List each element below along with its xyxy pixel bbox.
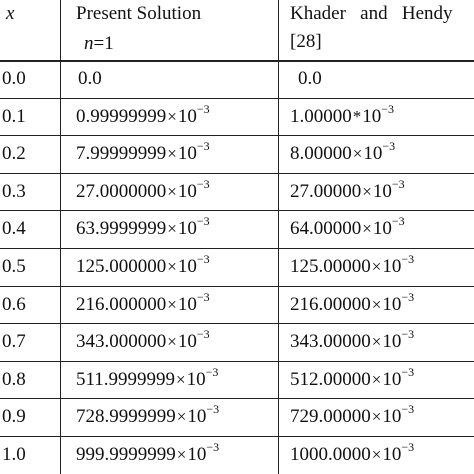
cell-khader-base: 10 [382, 293, 402, 315]
cell-khader-operator: × [371, 294, 382, 314]
cell-khader-operator: × [371, 257, 382, 276]
column-divider [60, 0, 61, 474]
cell-present [76, 101, 210, 127]
cell-khader-base: 10 [382, 406, 402, 428]
cell-khader-mantissa: 125.00000 [290, 256, 371, 277]
cell-x: 0.8 [2, 368, 26, 390]
column-divider [278, 0, 279, 474]
cell-present-base: 10 [187, 444, 207, 465]
cell-present [76, 440, 220, 465]
cell-khader [290, 402, 415, 428]
cell-khader-exponent: −3 [381, 101, 395, 116]
cell-present [76, 176, 210, 202]
cell-khader-base: 10 [372, 180, 392, 202]
cell-present-operator: × [167, 106, 177, 126]
cell-khader-mantissa: 8.00000 [290, 143, 352, 165]
cell-x: 0.0 [2, 68, 26, 89]
cell-present-base: 10 [177, 256, 197, 277]
header-x: x [6, 3, 15, 24]
cell-khader-mantissa: 1000.0000 [290, 444, 371, 465]
cell-present-operator: × [167, 144, 177, 164]
cell-present [76, 364, 219, 390]
cell-present-mantissa: 125.000000 [76, 256, 167, 277]
cell-x: 0.4 [2, 218, 26, 240]
cell-khader-mantissa: 512.00000 [290, 368, 371, 390]
cell-present-mantissa: 343.000000 [76, 331, 167, 353]
row-rule [0, 323, 474, 324]
cell-present [78, 69, 102, 88]
cell-khader [290, 139, 396, 165]
cell-khader-base: 10 [382, 368, 402, 390]
cell-x: 0.3 [2, 180, 26, 202]
header-khader-hendy: Khader and Hendy [290, 3, 453, 24]
cell-present-base: 10 [177, 293, 197, 315]
cell-present-exponent: −3 [196, 139, 210, 154]
cell-present-mantissa: 216.000000 [76, 293, 167, 315]
cell-x: 0.6 [2, 293, 26, 315]
cell-khader-operator: × [362, 181, 372, 201]
cell-khader [290, 364, 415, 390]
cell-khader-base: 10 [372, 218, 392, 240]
cell-present-exponent: −3 [205, 364, 219, 379]
cell-khader-operator: × [371, 407, 382, 427]
cell-present-exponent: −3 [206, 440, 220, 454]
cell-present-base: 10 [177, 218, 197, 240]
cell-present-exponent: −3 [196, 176, 210, 191]
cell-present-operator: × [167, 219, 177, 239]
row-rule [0, 398, 474, 399]
cell-khader-exponent: −3 [401, 440, 415, 454]
cell-present [76, 289, 210, 315]
cell-present-operator: × [167, 332, 177, 352]
cell-present-mantissa: 728.9999999 [76, 406, 176, 428]
cell-present-mantissa: 63.9999999 [76, 218, 167, 240]
header-reference: [28] [290, 31, 322, 52]
cell-present-mantissa: 0.0 [78, 68, 102, 89]
cell-khader [298, 69, 322, 88]
cell-x: 0.9 [2, 406, 26, 428]
cell-khader-exponent: −3 [382, 139, 396, 154]
cell-present-exponent: −3 [196, 101, 210, 116]
row-rule [0, 361, 474, 362]
cell-khader [290, 101, 395, 127]
cell-khader [290, 440, 415, 465]
cell-khader-operator: × [371, 445, 382, 464]
cell-present-operator: × [167, 257, 177, 276]
cell-present-base: 10 [177, 143, 197, 165]
cell-khader-base: 10 [382, 256, 402, 277]
cell-khader-operator: × [371, 369, 382, 389]
cell-khader-mantissa: 27.00000 [290, 180, 362, 202]
cell-khader-exponent: −3 [401, 402, 415, 417]
row-rule [0, 436, 474, 437]
cell-present-mantissa: 27.0000000 [76, 180, 167, 202]
cell-khader-mantissa: 64.00000 [290, 218, 362, 240]
cell-khader-exponent: −3 [401, 252, 415, 266]
header-rule [0, 60, 474, 62]
cell-present-operator: × [176, 445, 187, 464]
cell-khader-mantissa: 216.00000 [290, 293, 371, 315]
row-rule [0, 248, 474, 249]
cell-khader-exponent: −3 [401, 364, 415, 379]
cell-present-exponent: −3 [196, 327, 210, 342]
cell-present [76, 139, 210, 165]
cell-khader-mantissa: 1.00000 [290, 105, 352, 127]
cell-khader [290, 327, 415, 353]
cell-present-exponent: −3 [196, 252, 210, 266]
cell-present-operator: × [176, 407, 187, 427]
cell-khader [290, 214, 405, 240]
cell-khader-base: 10 [382, 331, 402, 353]
cell-present-base: 10 [186, 368, 206, 390]
row-rule [0, 286, 474, 287]
cell-present-operator: × [176, 369, 186, 389]
cell-present [76, 252, 210, 277]
cell-khader-base: 10 [382, 444, 402, 465]
cell-khader-base: 10 [362, 105, 382, 127]
cell-x: 1.0 [2, 444, 26, 465]
cell-present-operator: × [167, 294, 177, 314]
row-rule [0, 210, 474, 211]
cell-x: 0.5 [2, 256, 26, 277]
header-n-equals: n=1 [84, 33, 114, 54]
cell-present-mantissa: 0.99999999 [76, 105, 167, 127]
cell-khader [290, 176, 405, 202]
cell-khader-mantissa: 0.0 [298, 68, 322, 89]
cell-khader-operator: × [362, 219, 372, 239]
cell-present-mantissa: 999.9999999 [76, 444, 176, 465]
cell-present-base: 10 [187, 406, 207, 428]
cell-khader [290, 289, 415, 315]
cell-khader [290, 252, 415, 277]
cell-khader-exponent: −3 [391, 176, 405, 191]
cell-khader-exponent: −3 [401, 289, 415, 304]
cell-present-exponent: −3 [206, 402, 220, 417]
cell-khader-exponent: −3 [391, 214, 405, 229]
cell-x: 0.2 [2, 143, 26, 165]
cell-khader-operator: × [352, 144, 363, 164]
cell-present-operator: × [167, 181, 177, 201]
cell-present [76, 327, 210, 353]
cell-present-base: 10 [177, 331, 197, 353]
cell-x: 0.1 [2, 105, 26, 127]
row-rule [0, 135, 474, 136]
cell-khader-operator: * [352, 106, 362, 126]
row-rule [0, 98, 474, 99]
cell-present-base: 10 [177, 105, 197, 127]
header-present-solution: Present Solution [76, 3, 202, 24]
cell-present [76, 214, 210, 240]
cell-khader-exponent: −3 [401, 327, 415, 342]
cell-present [76, 402, 220, 428]
cell-x: 0.7 [2, 331, 26, 353]
cell-present-exponent: −3 [196, 214, 210, 229]
cell-khader-mantissa: 729.00000 [290, 406, 371, 428]
cell-khader-operator: × [371, 332, 382, 352]
cell-present-mantissa: 511.9999999 [76, 368, 176, 390]
cell-khader-base: 10 [363, 143, 383, 165]
cell-khader-mantissa: 343.00000 [290, 331, 371, 353]
cell-present-base: 10 [177, 180, 197, 202]
row-rule [0, 173, 474, 174]
cell-present-exponent: −3 [196, 289, 210, 304]
cell-present-mantissa: 7.99999999 [76, 143, 167, 165]
